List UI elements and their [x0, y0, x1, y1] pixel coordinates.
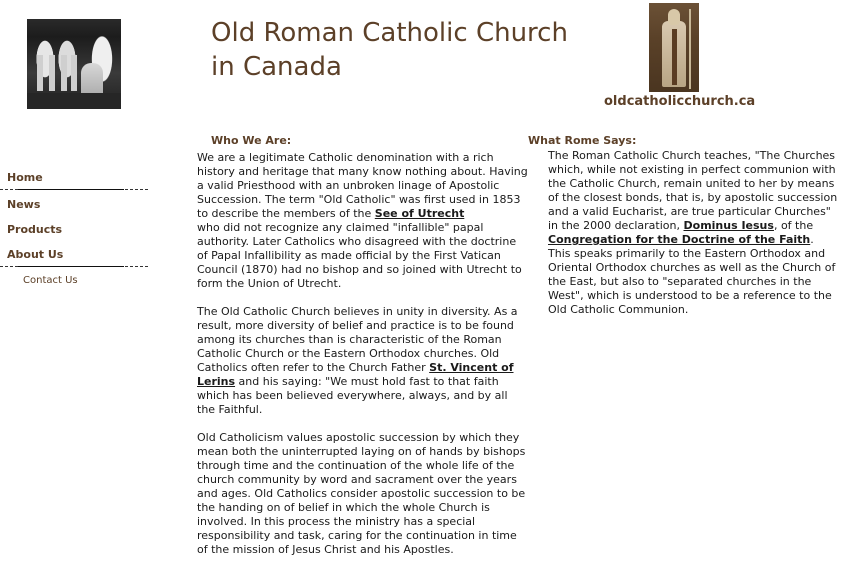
nav-divider: [0, 189, 148, 190]
what-rome-says-content: [548, 149, 838, 331]
dominus-iesus-link[interactable]: Dominus Iesus: [683, 219, 774, 232]
column-shape: [71, 55, 77, 91]
who-we-are-content: [197, 151, 529, 571]
crozier-shape: [689, 9, 691, 89]
bishop-image: [649, 3, 699, 92]
nav-subitem-contact-us[interactable]: Contact Us: [23, 275, 78, 286]
nav-item-news[interactable]: News: [7, 198, 41, 211]
congregation-doctrine-faith-link[interactable]: Congregation for the Doctrine of the Faith: [548, 233, 811, 246]
what-rome-says-heading: What Rome Says:: [528, 134, 637, 147]
rome-paragraph-1: [548, 149, 838, 317]
sidebar-nav: [7, 170, 149, 288]
head-shape: [668, 9, 680, 25]
text-span: and his saying: "We must hold fast to that faith which has been believed everywhere, always, and by all the Faithful.: [197, 375, 508, 416]
site-title-line1: Old Roman Catholic Church: [211, 18, 568, 48]
nav-item-products[interactable]: Products: [7, 223, 63, 236]
site-title-line2: in Canada: [211, 52, 342, 82]
nav-item-home[interactable]: Home: [7, 171, 43, 184]
who-we-are-heading: Who We Are:: [211, 134, 292, 147]
st-vincent-of-lerins-link[interactable]: St. Vincent of Lerins: [197, 361, 514, 388]
cloister-monk-image: [27, 19, 121, 109]
text-span: , of the: [773, 219, 814, 232]
text-span: We are a legitimate Catholic denomination with a rich history and heritage that many know nothing about. Having a valid Priesthood with an unbroken linage of Apostolic Succession. The term "Old Catholic" was first used in 1853 to describe the members of the: [197, 151, 528, 220]
site-title: [211, 16, 611, 84]
text-span: The Old Catholic Church believes in unity in diversity. As a result, more diversity of belief and practice is to be found among its churches than is characteristic of the Roman Catholic Church or the Eastern Orthodox churches. Old Catholics often refer to the Church Father: [197, 305, 518, 374]
column-shape: [37, 55, 43, 91]
text-span: who did not recognize any claimed "infallible" papal authority. Later Catholics who disagreed with the doctrine of Papal Infallibility as made official by the First Vatican Council (1870) had no bishop and so joined with Utrecht to form the Union of Utrecht.: [197, 221, 522, 290]
who-paragraph-2: [197, 305, 529, 417]
nav-item-about-us[interactable]: About Us: [7, 248, 64, 261]
text-span: . This speaks primarily to the Eastern Orthodox and Oriental Orthodox churches as well as the Church of the East, but also to "separated churches in the West", which is understood to be a reference to the Old Catholic Communion.: [548, 233, 836, 316]
stole-shape: [672, 29, 677, 85]
nav-divider: [0, 266, 148, 267]
who-paragraph-3: Old Catholicism values apostolic succession by which they mean both the uninterrupted laying on of hands by bishops through time and the continuation of the whole life of the church community by word and sacrament over the years and ages. Old Catholics consider apostolic succession to be the handing on of belief in which the whole Church is involved. In this process the ministry has a special responsibility and task, caring for the continuation in time of the mission of Jesus Christ and his Apostles.: [197, 431, 526, 556]
column-shape: [61, 55, 67, 91]
who-paragraph-1: [197, 151, 529, 291]
column-shape: [49, 55, 55, 91]
floor-shape: [27, 93, 121, 109]
text-span: The Roman Catholic Church teaches, "The Churches which, while not existing in perfect communion with the Catholic Church, remain united to her by means of the closest bonds, that is, by apostolic succession and a valid Eucharist, are true particular Churches" in the 2000 declaration,: [548, 149, 838, 232]
site-domain: oldcatholicchurch.ca: [604, 94, 756, 109]
see-of-utrecht-link[interactable]: See of Utrecht: [374, 207, 465, 220]
